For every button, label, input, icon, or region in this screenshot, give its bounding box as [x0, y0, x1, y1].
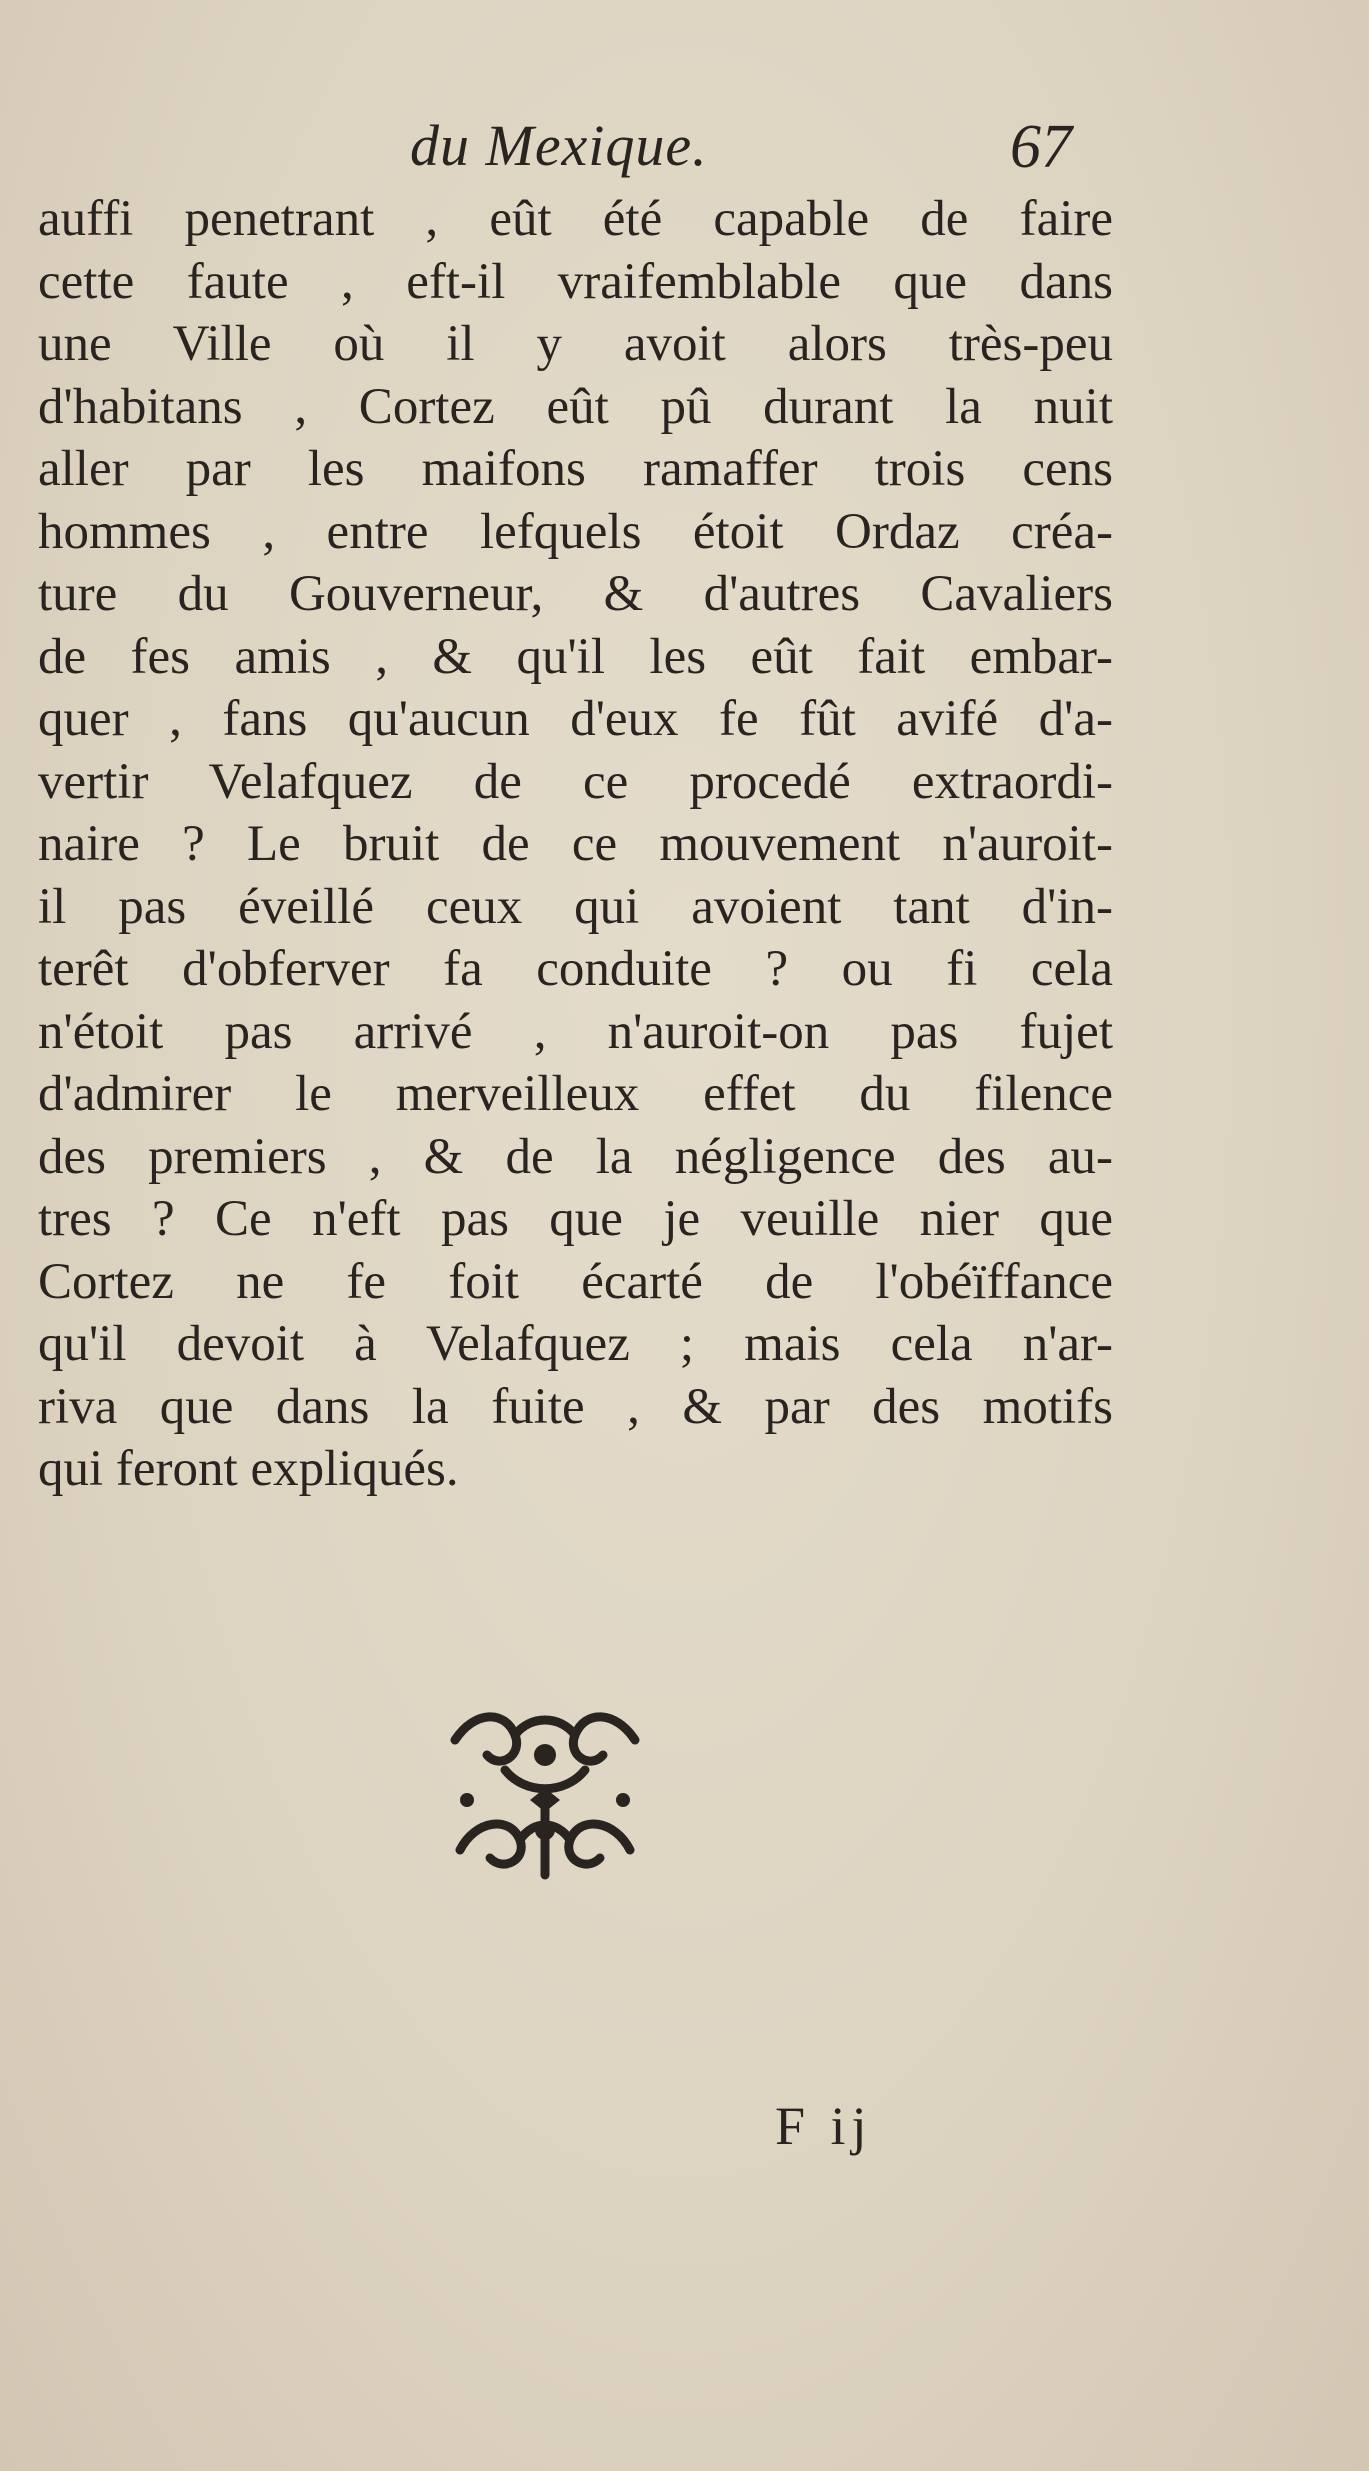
- text-line: n'étoit pas arrivé , n'auroit-on pas fujet: [38, 1003, 1113, 1060]
- text-line: des premiers , & de la négligence des au-: [38, 1128, 1113, 1185]
- text-line: de fes amis , & qu'il les eût fait embar-: [38, 628, 1113, 685]
- text-line: qu'il devoit à Velafquez ; mais cela n'ar-: [38, 1316, 1113, 1372]
- text-line: qui feront expliqués.: [38, 1441, 459, 1497]
- text-line: auffi penetrant , eût été capable de faire: [38, 191, 1113, 247]
- text-line: une Ville où il y avoit alors très-peu: [38, 316, 1113, 372]
- text-line: naire ? Le bruit de ce mouvement n'auroit-: [38, 816, 1113, 872]
- text-line: tres ? Ce n'eft pas que je veuille nier que: [38, 1191, 1113, 1247]
- text-line: aller par les maifons ramaffer trois cens: [38, 441, 1113, 497]
- text-line: il pas éveillé ceux qui avoient tant d'in-: [38, 878, 1113, 935]
- signature-mark: F ij: [775, 2096, 873, 2156]
- text-line: Cortez ne fe foit écarté de l'obéïffance: [38, 1253, 1113, 1310]
- text-line: quer , fans qu'aucun d'eux fe fût avifé d'a-: [38, 691, 1113, 747]
- page-number: 67: [1010, 113, 1072, 181]
- text-line: ture du Gouverneur, & d'autres Cavaliers: [38, 566, 1113, 622]
- text-line: terêt d'obferver fa conduite ? ou fi cela: [38, 941, 1113, 997]
- page-header: [0, 112, 1369, 192]
- text-line: d'admirer le merveilleux effet du filence: [38, 1066, 1113, 1122]
- text-line: riva que dans la fuite , & par des motifs: [38, 1378, 1113, 1435]
- text-line: d'habitans , Cortez eût pû durant la nuit: [38, 378, 1113, 435]
- text-line: vertir Velafquez de ce procedé extraordi-: [38, 753, 1113, 810]
- running-title: du Mexique.: [410, 113, 708, 178]
- body-text: [38, 188, 1113, 1501]
- fleuron-ornament-icon: [445, 1700, 645, 1885]
- text-line: cette faute , eft-il vraifemblable que dans: [38, 253, 1113, 310]
- text-line: hommes , entre lefquels étoit Ordaz créa-: [38, 503, 1113, 560]
